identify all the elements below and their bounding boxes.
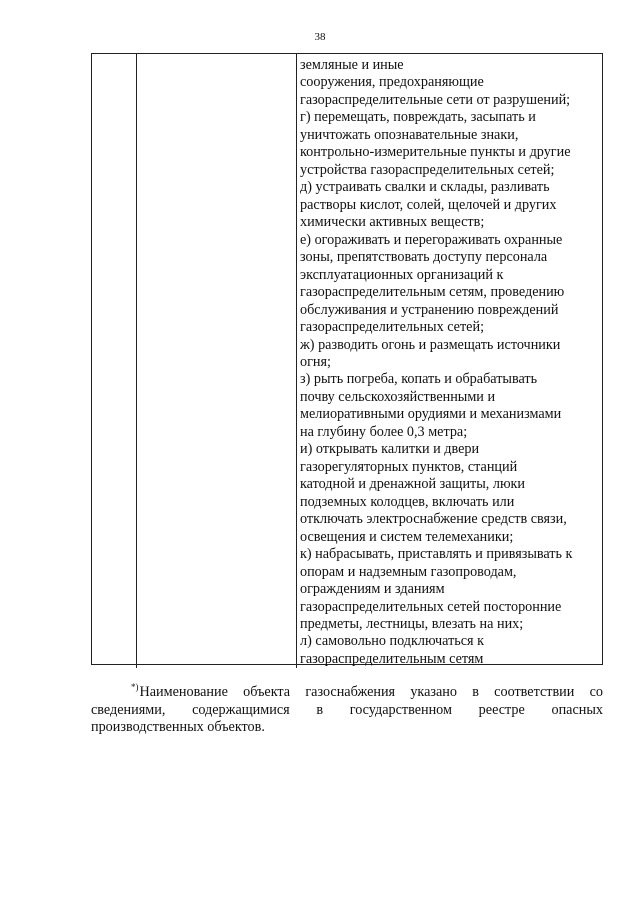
footnote-word: указано (410, 684, 457, 700)
table-cell-object (137, 54, 297, 668)
prohibition-line: газораспределительные сети от разрушений; (300, 91, 571, 108)
prohibition-line: предметы, лестницы, влезать на них; (300, 616, 524, 632)
footnote-word: опасных (551, 701, 603, 718)
prohibition-line: катодной и дренажной защиты, люки (300, 476, 526, 493)
prohibition-line: земляные и иные (300, 57, 404, 73)
prohibition-line: газораспределительным сетям, проведению (300, 284, 565, 301)
footnote-word: содержащимися (192, 701, 290, 718)
prohibition-line: и) открывать калитки и двери (300, 441, 480, 458)
table-cell-number (92, 54, 137, 668)
prohibition-line: контрольно-измерительные пункты и другие (300, 144, 571, 161)
footnote-word: в (472, 684, 479, 700)
restrictions-table (91, 53, 603, 665)
prohibition-line: растворы кислот, солей, щелочей и других (300, 196, 557, 213)
footnote-word: государственном (349, 701, 452, 718)
footnote-marker: *) (131, 682, 139, 692)
prohibition-line: обслуживания и устранению повреждений (300, 301, 559, 318)
footnote-text: производственных объектов. (91, 719, 265, 735)
prohibition-line: мелиоративными орудиями и механизмами (300, 406, 562, 423)
page-number: 38 (314, 31, 326, 43)
prohibition-line: е) огораживать и перегораживать охранные (300, 231, 563, 248)
prohibition-line: з) рыть погреба, копать и обрабатывать (300, 371, 538, 388)
prohibition-line: освещения и систем телемеханики; (300, 528, 514, 545)
prohibition-line: уничтожать опознавательные знаки, (300, 126, 519, 143)
footnote-line (91, 684, 603, 702)
footnote-word: реестре (478, 701, 525, 718)
prohibition-line: газорегуляторных пунктов, станций (300, 458, 518, 475)
prohibition-line: огня; (300, 353, 331, 370)
prohibition-line: газораспределительных сетей посторонние (300, 598, 562, 615)
prohibition-line: опорам и надземным газопроводам, (300, 563, 517, 580)
footnote-line (91, 719, 603, 737)
prohibition-line: газораспределительным сетям (300, 650, 484, 667)
footnote-word (131, 684, 228, 702)
table-cell-prohibitions (297, 54, 602, 668)
footnote-word: сведениями, (91, 701, 166, 718)
footnote (91, 684, 603, 737)
prohibition-line: ограждениям и зданиям (300, 581, 445, 598)
prohibition-line: на глубину более 0,3 метра; (300, 423, 468, 440)
prohibition-line: подземных колодцев, включать или (300, 493, 515, 510)
prohibition-line: сооружения, предохраняющие (300, 74, 484, 91)
prohibition-line: эксплуатационных организаций к (300, 266, 504, 283)
prohibition-line: л) самовольно подключаться к (300, 633, 485, 650)
footnote-line (91, 702, 603, 720)
footnote-word: соответствии (494, 684, 575, 700)
prohibition-line: зоны, препятствовать доступу персонала (300, 249, 548, 266)
prohibition-line: почву сельскохозяйственными и (300, 388, 496, 405)
footnote-word-text: Наименование (139, 684, 228, 700)
footnote-word: со (589, 684, 603, 700)
footnote-word: объекта (243, 684, 291, 700)
prohibition-line: ж) разводить огонь и размещать источники (300, 336, 561, 353)
footnote-word: газоснабжения (305, 684, 396, 700)
prohibition-line: г) перемещать, повреждать, засыпать и (300, 109, 536, 126)
prohibition-line: химически активных веществ; (300, 214, 485, 231)
prohibition-line: к) набрасывать, приставлять и привязывать к (300, 546, 573, 563)
prohibitions-text (297, 54, 602, 668)
prohibition-line: отключать электроснабжение средств связи, (300, 511, 567, 528)
footnote-word: в (316, 701, 324, 718)
prohibition-line: устройства газораспределительных сетей; (300, 161, 555, 178)
prohibition-line: д) устраивать свалки и склады, разливать (300, 179, 550, 196)
prohibition-line: газораспределительных сетей; (300, 319, 485, 336)
